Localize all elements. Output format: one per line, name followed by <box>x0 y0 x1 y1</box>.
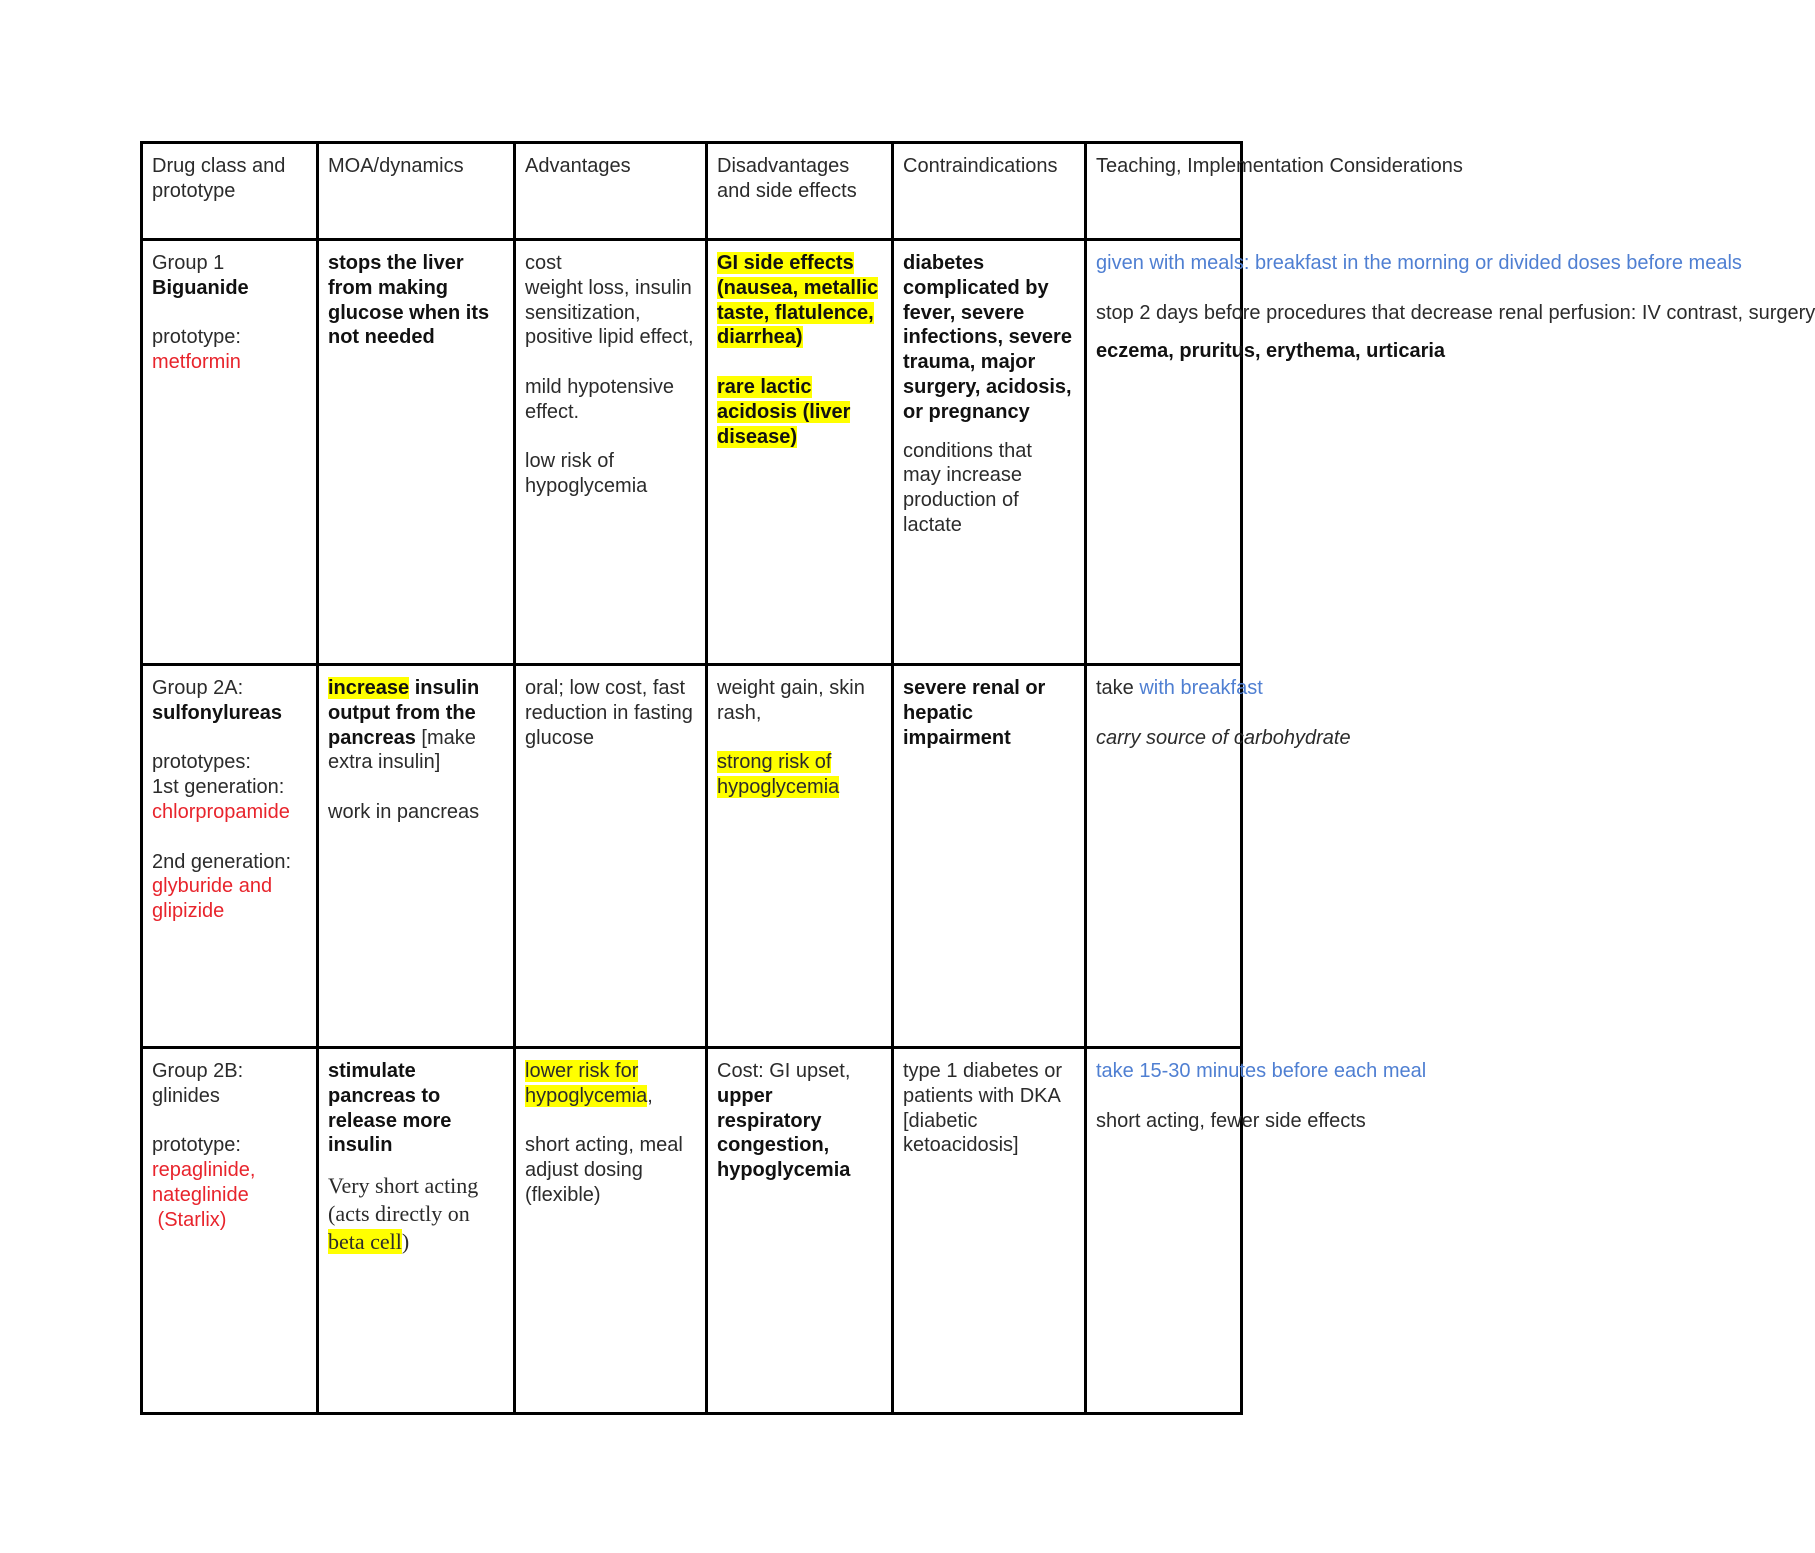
prototype-name: chlorpropamide <box>152 800 290 823</box>
class-name: glinides <box>152 1084 220 1107</box>
class-name: sulfonylureas <box>152 701 283 724</box>
cell-contraindications <box>893 1048 1086 1414</box>
moa-highlight: beta cell <box>328 1229 402 1255</box>
advantage-item: low risk of hypoglycemia <box>525 450 648 498</box>
table-row-glinides <box>142 1048 1242 1414</box>
side-effect-highlight: GI side effects (nausea, metallic taste, flatulence, diarrhea) <box>717 252 879 349</box>
cell-advantages: lower risk for hypoglycemia, short acting, meal adjust dosing (flexible) <box>515 1048 707 1414</box>
side-effect-text: weight gain, skin rash, <box>717 677 865 724</box>
teaching-text: take 15-30 minutes before each meal <box>1096 1060 1427 1082</box>
teaching-text: given with meals: breakfast in the morning or divided doses before meals <box>1096 252 1742 274</box>
header-disadvantages: Disadvantages and side effects <box>707 143 893 240</box>
cell-contraindications <box>893 665 1086 1048</box>
cell-drug-class <box>142 1048 318 1414</box>
table-row-sulfonylureas <box>142 665 1242 1048</box>
contraindication-text: conditions that may increase production of lactate <box>903 439 1032 536</box>
cell-teaching <box>1086 1048 1427 1414</box>
moa-text: stimulate pancreas to release more insulin <box>328 1060 452 1157</box>
header-drug-class: Drug class and prototype <box>142 143 318 240</box>
moa-text: work in pancreas <box>328 800 480 823</box>
teaching-text: take <box>1096 677 1140 699</box>
advantage-highlight: lower risk for hypoglycemia <box>525 1060 648 1107</box>
advantage-item: weight loss, insulin sensitization, positive lipid effect, <box>525 276 694 349</box>
teaching-text: with breakfast <box>1139 677 1263 699</box>
drug-class-table <box>140 141 1815 1415</box>
advantage-item: mild hypotensive effect. <box>525 375 674 423</box>
advantage-item: oral; low cost, fast reduction in fasting glucose <box>525 677 693 749</box>
teaching-text: stop 2 days before procedures that decrease renal perfusion: IV contrast, surgery <box>1096 301 1815 324</box>
cell-disadvantages <box>707 1048 893 1414</box>
side-effect-highlight: rare lactic acidosis (liver disease) <box>717 375 851 448</box>
advantage-item: short acting, meal adjust dosing (flexible) <box>525 1134 683 1206</box>
prototype-label: prototypes: <box>152 751 251 774</box>
side-effect-highlight: strong risk of hypoglycemia <box>717 751 840 799</box>
cell-moa <box>318 1048 515 1414</box>
cell-disadvantages <box>707 240 893 665</box>
cell-advantages <box>515 240 707 665</box>
teaching-text: short acting, fewer side effects <box>1096 1109 1366 1132</box>
group-label: Group 2A: <box>152 677 244 699</box>
header-moa: MOA/dynamics <box>318 143 515 240</box>
generation-label: 2nd generation: <box>152 850 292 873</box>
moa-text: Very short acting (acts directly on beta cell) <box>328 1173 479 1255</box>
header-contraindications: Contraindications <box>893 143 1086 240</box>
prototype-label: prototype: <box>152 1134 241 1157</box>
moa-text: stops the liver from making glucose when its not needed <box>328 252 490 349</box>
cell-drug-class <box>142 665 318 1048</box>
cell-advantages <box>515 665 707 1048</box>
side-effect-text: upper respiratory congestion, hypoglycemia <box>717 1084 851 1182</box>
cell-teaching <box>1086 665 1351 1048</box>
moa-highlight: increase <box>328 677 410 699</box>
header-advantages: Advantages <box>515 143 707 240</box>
prototype-name: repaglinide, nateglinide (Starlix) <box>152 1159 256 1231</box>
advantage-item: cost <box>525 252 562 274</box>
contraindication-text: type 1 diabetes or patients with DKA [diabetic ketoacidosis] <box>903 1060 1062 1157</box>
group-label: Group 1 <box>152 252 225 274</box>
prototype-label: prototype: <box>152 326 241 349</box>
cell-contraindications <box>893 240 1086 665</box>
table-row-biguanide <box>142 240 1242 665</box>
contraindication-text: severe renal or hepatic impairment <box>903 677 1046 749</box>
teaching-text: carry source of carbohydrate <box>1096 726 1351 749</box>
side-effect-text: Cost: GI upset, <box>717 1060 851 1082</box>
prototype-name: metformin <box>152 351 241 374</box>
cell-drug-class <box>142 240 318 665</box>
cell-teaching <box>1086 240 1815 665</box>
group-label: Group 2B: <box>152 1060 244 1082</box>
prototype-name: glyburide and glipizide <box>152 875 273 923</box>
contraindication-text: diabetes complicated by fever, severe infections, severe trauma, major surgery, acidosis, or pregnancy <box>903 252 1072 423</box>
teaching-text: eczema, pruritus, erythema, urticaria <box>1096 340 1446 363</box>
cell-disadvantages <box>707 665 893 1048</box>
moa-text: insulin output from the pancreas <box>328 677 480 749</box>
generation-label: 1st generation: <box>152 776 285 799</box>
moa-note: [make extra insulin] <box>328 726 476 774</box>
cell-moa <box>318 665 515 1048</box>
header-teaching: Teaching, Implementation Considerations <box>1086 143 1242 240</box>
table-header-row <box>142 143 1242 240</box>
class-name: Biguanide <box>152 276 249 299</box>
cell-moa <box>318 240 515 665</box>
